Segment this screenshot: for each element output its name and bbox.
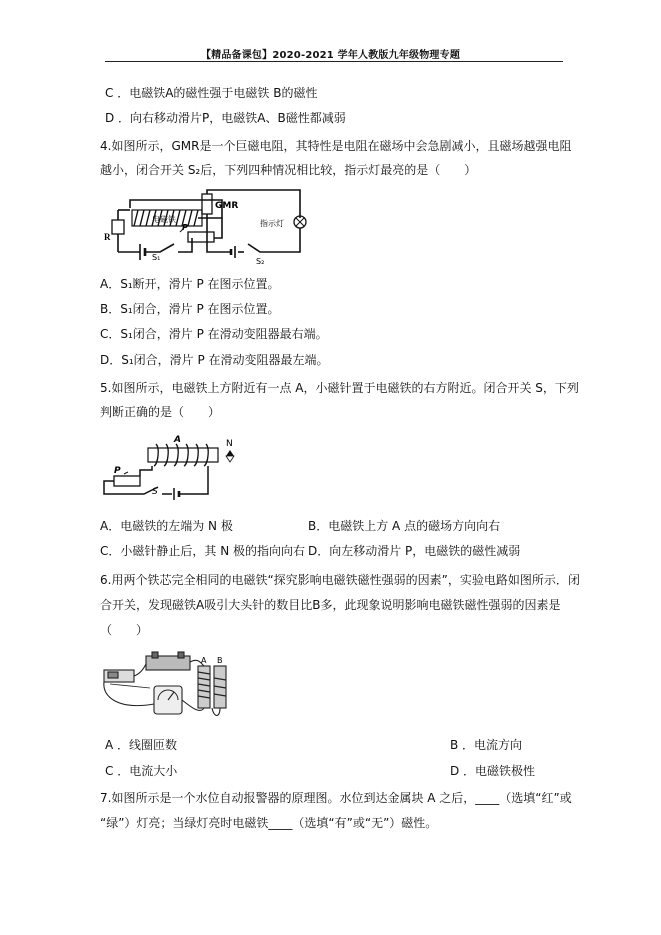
q4-stem-2: 越小，闭合开关 S₂后，下列四种情况相比较，指示灯最亮的是（ ） [100, 163, 477, 177]
q4-option-d: D．S₁闭合，滑片 P 在滑动变阻器最左端。 [100, 353, 329, 367]
q6-stem-1: 6.用两个铁芯完全相同的电磁铁“探究影响电磁铁磁性强弱的因素”，实验电路如图所示．闭 [100, 573, 580, 587]
q4-stem-1: 4.如图所示，GMR是一个巨磁电阻，其特性是电阻在磁场中会急剧减小，且磁场越强电阻 [100, 139, 572, 153]
fig1-electromagnet-label: 电磁铁 [152, 215, 176, 224]
fig2-p-label: P [114, 466, 121, 476]
q7-stem-2: “绿”）灯亮；当绿灯亮时电磁铁____（选填“有”或“无”）磁性。 [100, 816, 438, 830]
fig1-s1-label: S₁ [152, 253, 161, 262]
q5-option-b: B．电磁铁上方 A 点的磁场方向向右 [308, 519, 501, 533]
q5-stem-2: 判断正确的是（ ） [100, 405, 221, 419]
q6-option-c: C ．电流大小 [105, 764, 178, 778]
q6-stem-3: （ ） [100, 623, 149, 637]
experiment-apparatus-figure [100, 648, 240, 728]
q6-option-a: A ．线圈匝数 [105, 738, 178, 752]
fig1-s2-label: S₂ [256, 257, 265, 266]
q4-option-c: C．S₁闭合，滑片 P 在滑动变阻器最右端。 [100, 327, 328, 341]
q5-stem-1: 5.如图所示，电磁铁上方附近有一点 A，小磁针置于电磁铁的右方附近。闭合开关 S，下列 [100, 381, 579, 395]
q5-option-a: A．电磁铁的左端为 N 极 [100, 519, 233, 533]
q4-option-b: B．S₁闭合，滑片 P 在图示位置。 [100, 302, 280, 316]
header-rule [105, 61, 563, 62]
q6-option-b: B ．电流方向 [450, 738, 523, 752]
q7-stem-1: 7.如图所示是一个水位自动报警器的原理图。水位到达金属块 A 之后，____（选填“红”或 [100, 791, 572, 805]
fig1-gmr-label: GMR [215, 201, 239, 211]
q6-stem-2: 合开关，发现磁铁A吸引大头针的数目比B多，此现象说明影响电磁铁磁性强弱的因素是 [100, 598, 561, 612]
fig1-r-label: R [104, 232, 111, 242]
fig2-s-label: S [152, 487, 158, 497]
q6-option-d: D ．电磁铁极性 [450, 764, 536, 778]
fig2-a-label: A [174, 435, 181, 445]
page-header: 【精品备课包】2020-2021 学年人教版九年级物理专题 [200, 50, 461, 61]
electromagnet-figure [100, 432, 250, 504]
fig3-b-label: B [217, 656, 223, 665]
fig1-lamp-label: 指示灯 [260, 219, 284, 228]
gmr-circuit-figure [100, 188, 320, 268]
fig3-a-label: A [201, 656, 207, 665]
q3-option-d: D ．向右移动滑片P，电磁铁A、B磁性都减弱 [105, 111, 346, 125]
q5-option-d: D．向左移动滑片 P，电磁铁的磁性减弱 [308, 544, 521, 558]
q4-option-a: A．S₁断开，滑片 P 在图示位置。 [100, 277, 280, 291]
q5-option-c: C．小磁针静止后，其 N 极的指向向右 [100, 544, 305, 558]
q3-option-c: C ．电磁铁A的磁性强于电磁铁 B的磁性 [105, 86, 318, 100]
fig1-p-label: P [182, 223, 188, 232]
fig2-n-label: N [226, 439, 233, 449]
